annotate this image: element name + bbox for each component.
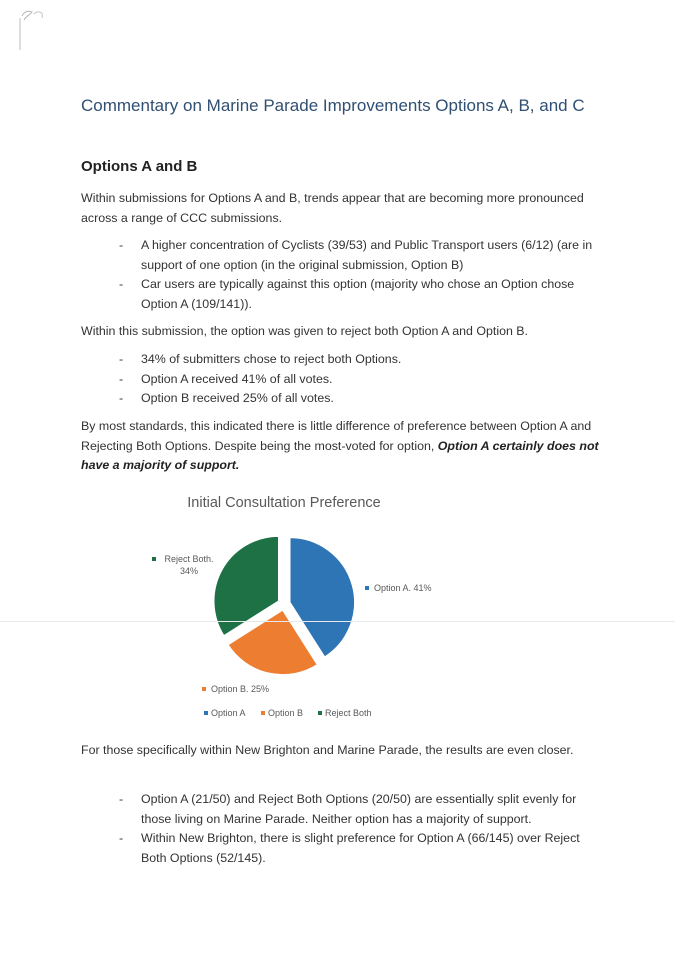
conclusion-emphasis: Option A certainly does not have a majority of support.: [81, 438, 599, 472]
pie-chart: [81, 487, 487, 731]
list-item: [81, 370, 601, 390]
handwritten-mark-icon: [14, 6, 50, 54]
bullet-dash: -: [119, 277, 124, 291]
bullet-list-votes: [81, 350, 601, 409]
list-item-text: Option B received 25% of all votes.: [141, 391, 334, 405]
svg-text:34%: 34%: [179, 566, 199, 576]
svg-text:Option B: Option B: [268, 708, 304, 718]
paragraph-intro: Within submissions for Options A and B, trends appear that are becoming more pronounced across a range of CCC submissions.: [81, 191, 584, 225]
paragraph-reject-option: Within this submission, the option was given to reject both Option A and Option B.: [81, 324, 528, 338]
document-title: Commentary on Marine Parade Improvements Options A, B, and C: [81, 96, 585, 115]
paragraph-conclusion: [81, 417, 601, 476]
svg-text:Reject Both.: Reject Both.: [164, 554, 214, 564]
data-label-option-b: [202, 684, 269, 694]
list-item-text: Option A received 41% of all votes.: [141, 371, 333, 386]
data-label-option-a: [365, 583, 432, 593]
conclusion-text: By most standards, this indicated there is little difference of preference between Option A and Rejecting Both Options. Despite being the most-voted for option,: [81, 419, 592, 453]
list-item-text: Within New Brighton, there is slight preference for Option A (66/145) over Reject Both Options (52/145).: [141, 831, 580, 865]
list-item-text: A higher concentration of Cyclists (39/53) and Public Transport users (6/12) (are in support of one option (in the original submission, Option B): [141, 238, 593, 272]
scan-artifact-line: [0, 621, 675, 622]
svg-text:Reject Both: Reject Both: [325, 708, 372, 718]
list-item-text: Car users are typically against this option (majority who chose an Option chose Option A (109/141)).: [141, 277, 575, 311]
svg-text:Option B. 25%: Option B. 25%: [211, 684, 270, 694]
bullet-list-local: [81, 790, 601, 868]
bullet-dash: -: [119, 352, 124, 366]
chart-title: Initial Consultation Preference: [187, 495, 381, 511]
bullet-list-trends: [81, 236, 601, 314]
list-item: [81, 829, 601, 868]
list-item: [81, 275, 601, 314]
list-item: [81, 389, 601, 409]
list-item: [81, 790, 601, 829]
bullet-dash: -: [119, 792, 124, 806]
list-item-text: 34% of submitters chose to reject both Options.: [141, 352, 402, 366]
list-item-text: Option A (21/50) and Reject Both Options (20/50) are essentially split evenly for those living on Marine Parade. Neither option has a majority of support.: [141, 792, 577, 826]
bullet-dash: -: [119, 371, 124, 386]
paragraph-local-results: For those specifically within New Brighton and Marine Parade, the results are even closer.: [81, 743, 574, 757]
bullet-dash: -: [119, 391, 124, 405]
bullet-dash: -: [119, 238, 124, 252]
bullet-dash: -: [119, 831, 124, 845]
svg-text:Option A. 41%: Option A. 41%: [374, 583, 432, 593]
list-item: [81, 236, 601, 275]
list-item: [81, 350, 601, 370]
legend-item-option-a: [204, 708, 246, 718]
legend-item-reject-both: [318, 708, 372, 718]
svg-text:Option A: Option A: [211, 708, 246, 718]
legend-item-option-b: [261, 708, 303, 718]
data-label-reject-both: [152, 554, 214, 576]
section-heading: Options A and B: [81, 158, 198, 175]
pie-chart-canvas: [81, 487, 487, 731]
